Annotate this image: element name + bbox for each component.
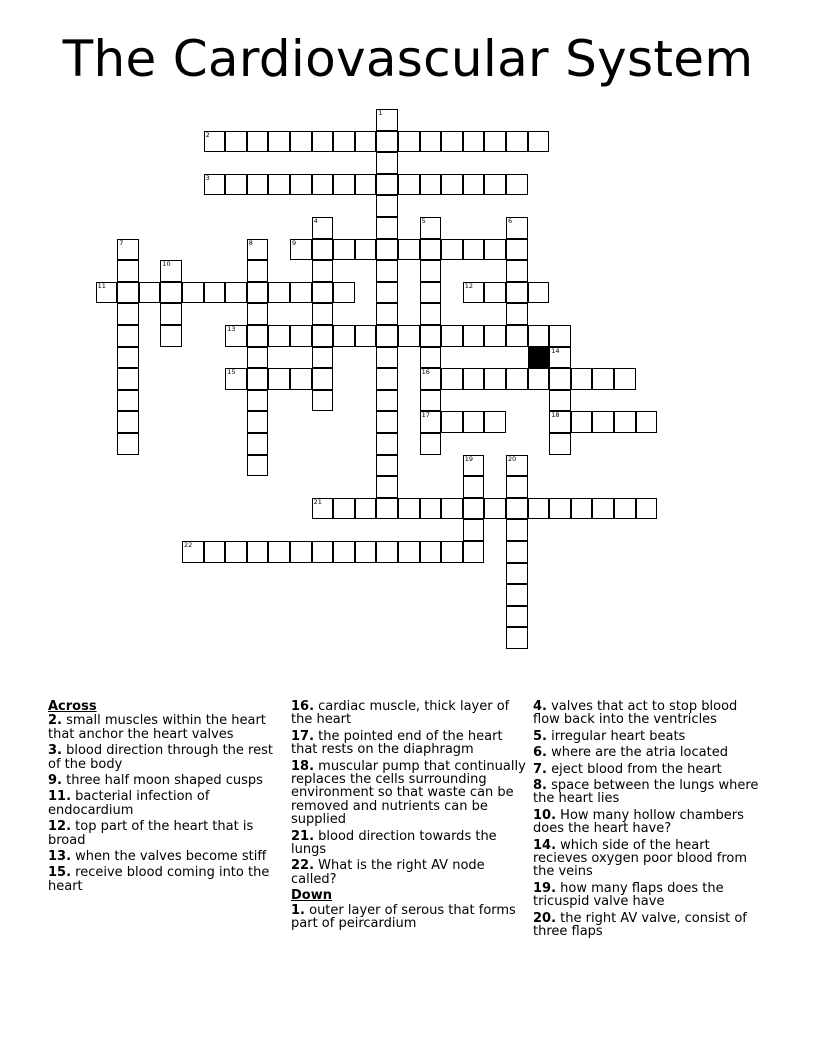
grid-cell[interactable]	[441, 541, 463, 563]
across-clue	[291, 760, 526, 827]
grid-cell[interactable]	[312, 368, 334, 390]
grid-cell[interactable]	[333, 239, 355, 261]
grid-cell[interactable]	[528, 498, 550, 520]
grid-cell[interactable]	[290, 368, 312, 390]
clue-text: What is the right AV node called?	[291, 858, 485, 887]
grid-cell[interactable]	[204, 282, 226, 304]
grid-cell[interactable]	[420, 303, 442, 325]
clue-text: top part of the heart that is broad	[48, 819, 254, 848]
grid-cell[interactable]	[376, 390, 398, 412]
grid-cell[interactable]	[376, 174, 398, 196]
grid-cell[interactable]	[376, 476, 398, 498]
clue-text: receive blood coming into the heart	[48, 865, 270, 894]
grid-cell[interactable]	[549, 347, 571, 369]
grid-cell[interactable]	[571, 411, 593, 433]
across-clue	[291, 730, 526, 757]
grid-cell[interactable]	[528, 282, 550, 304]
clue-text: blood direction towards the lungs	[291, 828, 497, 858]
grid-cell[interactable]	[204, 541, 226, 563]
grid-cell[interactable]	[484, 498, 506, 520]
grid-cell[interactable]	[268, 541, 290, 563]
grid-cell[interactable]	[636, 498, 658, 520]
clue-num: 1.	[291, 902, 305, 918]
down-clue	[533, 746, 768, 759]
clue-text: space between the lungs where the heart lies	[533, 778, 759, 807]
grid-cell[interactable]	[247, 368, 269, 390]
grid-cell[interactable]	[268, 368, 290, 390]
grid-cell[interactable]	[441, 174, 463, 196]
grid-cell[interactable]	[506, 563, 528, 585]
grid-cell[interactable]	[290, 282, 312, 304]
grid-cell[interactable]	[506, 519, 528, 541]
grid-cell[interactable]	[441, 325, 463, 347]
down-clue	[533, 882, 768, 909]
grid-cell[interactable]	[376, 455, 398, 477]
grid-cell[interactable]	[506, 239, 528, 261]
grid-cell[interactable]	[614, 411, 636, 433]
clue-num: 3.	[48, 743, 62, 759]
grid-cell[interactable]	[96, 282, 118, 304]
grid-cell[interactable]	[614, 368, 636, 390]
grid-cell[interactable]	[247, 325, 269, 347]
clue-number: 14	[551, 346, 560, 355]
grid-cell[interactable]	[441, 498, 463, 520]
grid-cell[interactable]	[420, 325, 442, 347]
grid-cell[interactable]	[247, 303, 269, 325]
grid-cell[interactable]	[376, 433, 398, 455]
grid-cell[interactable]	[506, 282, 528, 304]
grid-cell[interactable]	[333, 282, 355, 304]
grid-cell[interactable]	[506, 131, 528, 153]
grid-cell[interactable]	[506, 455, 528, 477]
clue-number: 2	[205, 130, 210, 139]
grid-cell[interactable]	[312, 541, 334, 563]
grid-cell[interactable]	[420, 541, 442, 563]
grid-cell[interactable]	[333, 131, 355, 153]
grid-cell[interactable]	[225, 368, 247, 390]
grid-cell[interactable]	[484, 411, 506, 433]
down-clue	[533, 730, 768, 743]
grid-cell[interactable]	[312, 174, 334, 196]
clue-number: 15	[227, 368, 236, 377]
clue-number: 3	[205, 173, 210, 182]
clue-number: 18	[551, 411, 560, 420]
grid-cell[interactable]	[333, 325, 355, 347]
clue-num: 20.	[533, 910, 557, 926]
grid-cell[interactable]	[290, 541, 312, 563]
grid-cell[interactable]	[333, 541, 355, 563]
grid-cell[interactable]	[636, 411, 658, 433]
across-clue	[48, 790, 283, 817]
grid-cell[interactable]	[420, 131, 442, 153]
grid-cell[interactable]	[290, 174, 312, 196]
grid-cell[interactable]	[484, 239, 506, 261]
grid-cell[interactable]	[225, 174, 247, 196]
grid-cell[interactable]	[225, 131, 247, 153]
grid-cell[interactable]	[225, 282, 247, 304]
grid-cell[interactable]	[312, 217, 334, 239]
grid-cell[interactable]	[139, 282, 161, 304]
grid-cell[interactable]	[549, 325, 571, 347]
grid-cell[interactable]	[247, 390, 269, 412]
clue-num: 13.	[48, 849, 72, 865]
grid-cell[interactable]	[247, 282, 269, 304]
down-clue	[533, 912, 768, 939]
clue-text: where are the atria located	[546, 745, 728, 761]
grid-cell[interactable]	[160, 303, 182, 325]
grid-cell[interactable]	[528, 325, 550, 347]
across-clue	[48, 774, 283, 787]
grid-cell[interactable]	[549, 411, 571, 433]
grid-cell[interactable]	[268, 325, 290, 347]
across-clue	[48, 866, 283, 893]
grid-cell[interactable]	[117, 433, 139, 455]
grid-cell[interactable]	[571, 368, 593, 390]
grid-cell[interactable]	[312, 325, 334, 347]
grid-cell[interactable]	[355, 239, 377, 261]
clue-num: 8.	[533, 778, 547, 794]
grid-cell[interactable]	[398, 174, 420, 196]
grid-cell[interactable]	[355, 131, 377, 153]
down-clue	[533, 779, 768, 806]
grid-cell[interactable]	[268, 282, 290, 304]
grid-cell[interactable]	[376, 325, 398, 347]
clue-number: 17	[421, 411, 430, 420]
grid-cell[interactable]	[204, 174, 226, 196]
grid-cell[interactable]	[376, 498, 398, 520]
grid-cell[interactable]	[528, 131, 550, 153]
grid-cell[interactable]	[247, 411, 269, 433]
clue-text: small muscles within the heart that anchor the heart valves	[48, 713, 266, 742]
grid-cell[interactable]	[312, 498, 334, 520]
grid-cell[interactable]	[312, 282, 334, 304]
grid-cell[interactable]	[376, 131, 398, 153]
grid-cell[interactable]	[247, 541, 269, 563]
grid-cell[interactable]	[312, 131, 334, 153]
grid-cell[interactable]	[247, 260, 269, 282]
clue-column-3	[533, 700, 768, 942]
grid-cell[interactable]	[441, 368, 463, 390]
clue-text: three half moon shaped cusps	[61, 773, 263, 789]
grid-cell[interactable]	[420, 217, 442, 239]
clue-num: 15.	[48, 865, 72, 881]
grid-cell[interactable]	[398, 239, 420, 261]
clue-num: 2.	[48, 713, 62, 729]
grid-cell[interactable]	[441, 131, 463, 153]
grid-cell[interactable]	[225, 541, 247, 563]
grid-cell[interactable]	[376, 260, 398, 282]
grid-cell[interactable]	[506, 584, 528, 606]
grid-cell[interactable]	[376, 541, 398, 563]
grid-cell[interactable]	[420, 174, 442, 196]
clue-number: 11	[97, 281, 106, 290]
grid-cell[interactable]	[376, 282, 398, 304]
grid-cell[interactable]	[506, 217, 528, 239]
clue-number: 6	[508, 217, 513, 225]
grid-cell[interactable]	[376, 411, 398, 433]
clue-number: 22	[184, 541, 193, 549]
grid-cell[interactable]	[484, 368, 506, 390]
clue-num: 19.	[533, 880, 557, 896]
across-clue	[48, 714, 283, 741]
grid-cell[interactable]	[463, 325, 485, 347]
grid-cell[interactable]	[290, 131, 312, 153]
down-clue	[533, 700, 768, 727]
grid-cell[interactable]	[376, 217, 398, 239]
clue-text: outer layer of serous that forms part of peircardium	[291, 902, 516, 932]
clue-num: 11.	[48, 789, 72, 805]
grid-cell[interactable]	[441, 239, 463, 261]
clue-text: irregular heart beats	[546, 728, 686, 744]
grid-cell[interactable]	[592, 498, 614, 520]
clue-number: 19	[464, 454, 474, 463]
clue-column-2	[291, 700, 526, 934]
grid-cell[interactable]	[463, 368, 485, 390]
clue-number: 1	[378, 109, 383, 117]
grid-cell[interactable]	[268, 174, 290, 196]
grid-cell[interactable]	[398, 541, 420, 563]
grid-cell[interactable]	[614, 498, 636, 520]
grid-cell[interactable]	[117, 303, 139, 325]
grid-cell[interactable]	[549, 433, 571, 455]
grid-cell[interactable]	[463, 131, 485, 153]
grid-cell[interactable]	[376, 195, 398, 217]
clue-text: blood direction through the rest of the body	[48, 743, 273, 772]
grid-cell[interactable]	[117, 282, 139, 304]
clue-num: 18.	[291, 758, 315, 774]
grid-cell[interactable]	[463, 476, 485, 498]
grid-cell[interactable]	[312, 390, 334, 412]
clue-num: 9.	[48, 773, 62, 789]
grid-cell[interactable]	[463, 519, 485, 541]
grid-cell[interactable]	[117, 390, 139, 412]
grid-cell[interactable]	[376, 368, 398, 390]
across-clue	[48, 820, 283, 847]
grid-cell[interactable]	[420, 368, 442, 390]
clue-number: 5	[421, 217, 426, 225]
clue-number: 4	[313, 217, 318, 225]
grid-cell[interactable]	[506, 476, 528, 498]
down-heading: Down	[291, 888, 332, 904]
grid-cell[interactable]	[484, 282, 506, 304]
down-clue	[533, 839, 768, 879]
clue-num: 14.	[533, 837, 557, 853]
clue-number: 12	[464, 281, 474, 290]
clue-text: bacterial infection of endocardium	[48, 789, 210, 818]
grid-cell[interactable]	[247, 239, 269, 261]
clue-num: 16.	[291, 699, 315, 714]
clue-text: muscular pump that continually replaces the cells surrounding environment so that waste can be removed and nutrients can be supplied	[291, 758, 526, 828]
grid-cell[interactable]	[182, 282, 204, 304]
clue-number: 10	[162, 260, 171, 269]
grid-cell[interactable]	[463, 239, 485, 261]
clue-number: 7	[119, 238, 124, 247]
grid-cell[interactable]	[355, 541, 377, 563]
grid-cell[interactable]	[376, 152, 398, 174]
grid-cell[interactable]	[160, 325, 182, 347]
grid-cell[interactable]	[463, 455, 485, 477]
clue-number: 16	[421, 368, 430, 377]
clue-number: 8	[248, 238, 253, 247]
grid-cell[interactable]	[117, 411, 139, 433]
grid-cell[interactable]	[117, 347, 139, 369]
grid-cell[interactable]	[420, 390, 442, 412]
clue-number: 21	[313, 497, 322, 506]
grid-cell[interactable]	[506, 368, 528, 390]
grid-cell[interactable]	[441, 411, 463, 433]
grid-cell[interactable]	[312, 347, 334, 369]
down-clue	[533, 763, 768, 776]
clue-num: 12.	[48, 819, 72, 835]
grid-cell[interactable]	[420, 239, 442, 261]
grid-cell[interactable]	[355, 325, 377, 347]
clue-text: How many hollow chambers does the heart have?	[533, 807, 744, 837]
clue-column-1	[48, 700, 283, 896]
grid-cell[interactable]	[420, 347, 442, 369]
grid-cell[interactable]	[312, 239, 334, 261]
across-clue	[48, 744, 283, 771]
grid-cell[interactable]	[549, 368, 571, 390]
grid-cell[interactable]	[333, 174, 355, 196]
clue-text: valves that act to stop blood flow back into the ventricles	[533, 699, 738, 728]
grid-cell[interactable]	[376, 239, 398, 261]
clue-num: 22.	[291, 858, 315, 874]
grid-cell[interactable]	[528, 368, 550, 390]
grid-cell[interactable]	[484, 174, 506, 196]
grid-cell[interactable]	[484, 325, 506, 347]
across-clue	[291, 830, 526, 857]
grid-cell[interactable]	[117, 239, 139, 261]
grid-cell[interactable]	[592, 368, 614, 390]
grid-cell[interactable]	[506, 260, 528, 282]
grid-cell[interactable]	[420, 411, 442, 433]
across-clue	[291, 859, 526, 886]
grid-cell[interactable]	[247, 131, 269, 153]
grid-cell[interactable]	[117, 260, 139, 282]
grid-cell[interactable]	[420, 433, 442, 455]
grid-cell[interactable]	[463, 174, 485, 196]
clue-text: how many flaps does the tricuspid valve have	[533, 880, 724, 910]
grid-cell[interactable]	[398, 498, 420, 520]
grid-cell[interactable]	[420, 260, 442, 282]
grid-cell[interactable]	[506, 303, 528, 325]
grid-cell[interactable]	[247, 347, 269, 369]
grid-cell[interactable]	[571, 498, 593, 520]
grid-cell[interactable]	[247, 455, 269, 477]
grid-cell[interactable]	[592, 411, 614, 433]
down-clue	[291, 904, 526, 931]
grid-cell[interactable]	[355, 174, 377, 196]
grid-cell[interactable]	[312, 303, 334, 325]
grid-cell[interactable]	[204, 131, 226, 153]
clue-number: 20	[508, 454, 517, 463]
across-clue	[291, 700, 526, 727]
grid-cell[interactable]	[398, 325, 420, 347]
grid-cell[interactable]	[160, 260, 182, 282]
clue-num: 21.	[291, 828, 315, 844]
clue-number: 13	[227, 325, 236, 333]
grid-cell[interactable]	[549, 390, 571, 412]
grid-cell[interactable]	[268, 131, 290, 153]
clue-number: 9	[292, 238, 297, 247]
grid-cell[interactable]	[549, 498, 571, 520]
clue-num: 7.	[533, 761, 547, 777]
grid-cell[interactable]	[355, 498, 377, 520]
grid-cell[interactable]	[506, 325, 528, 347]
grid-cell[interactable]	[290, 325, 312, 347]
grid-cell[interactable]	[506, 606, 528, 628]
clue-text: when the valves become stiff	[71, 849, 267, 865]
grid-cell[interactable]	[290, 239, 312, 261]
grid-cell[interactable]	[463, 282, 485, 304]
grid-cell[interactable]	[117, 325, 139, 347]
grid-cell[interactable]	[333, 498, 355, 520]
clue-text: the pointed end of the heart that rests on the diaphragm	[291, 728, 503, 758]
grid-cell[interactable]	[247, 174, 269, 196]
grid-cell[interactable]	[506, 541, 528, 563]
across-heading: Across	[48, 699, 97, 714]
grid-cell[interactable]	[506, 498, 528, 520]
grid-cell[interactable]	[247, 433, 269, 455]
grid-cell[interactable]	[182, 541, 204, 563]
clue-num: 6.	[533, 745, 547, 761]
clue-num: 17.	[291, 728, 315, 744]
grid-cell[interactable]	[376, 109, 398, 131]
clue-num: 5.	[533, 728, 547, 744]
grid-cell[interactable]	[376, 347, 398, 369]
grid-cell[interactable]	[463, 541, 485, 563]
clue-text: the right AV valve, consist of three flaps	[533, 910, 747, 940]
grid-cell[interactable]	[117, 368, 139, 390]
page-title: The Cardiovascular System	[62, 30, 754, 88]
grid-cell[interactable]	[506, 174, 528, 196]
clue-num: 10.	[533, 807, 557, 823]
clue-text: which side of the heart recieves oxygen poor blood from the veins	[533, 837, 748, 880]
clue-text: cardiac muscle, thick layer of the heart	[291, 699, 510, 728]
down-clue	[533, 809, 768, 836]
grid-cell[interactable]	[398, 131, 420, 153]
clue-num: 4.	[533, 699, 547, 714]
grid-cell[interactable]	[506, 627, 528, 649]
grid-cell[interactable]	[420, 498, 442, 520]
clue-text: eject blood from the heart	[546, 761, 722, 777]
grid-block	[528, 347, 550, 369]
grid-cell[interactable]	[420, 282, 442, 304]
grid-cell[interactable]	[463, 411, 485, 433]
grid-cell[interactable]	[225, 325, 247, 347]
grid-cell[interactable]	[160, 282, 182, 304]
across-clue	[48, 850, 283, 863]
grid-cell[interactable]	[463, 498, 485, 520]
grid-cell[interactable]	[312, 260, 334, 282]
grid-cell[interactable]	[484, 131, 506, 153]
grid-cell[interactable]	[376, 303, 398, 325]
